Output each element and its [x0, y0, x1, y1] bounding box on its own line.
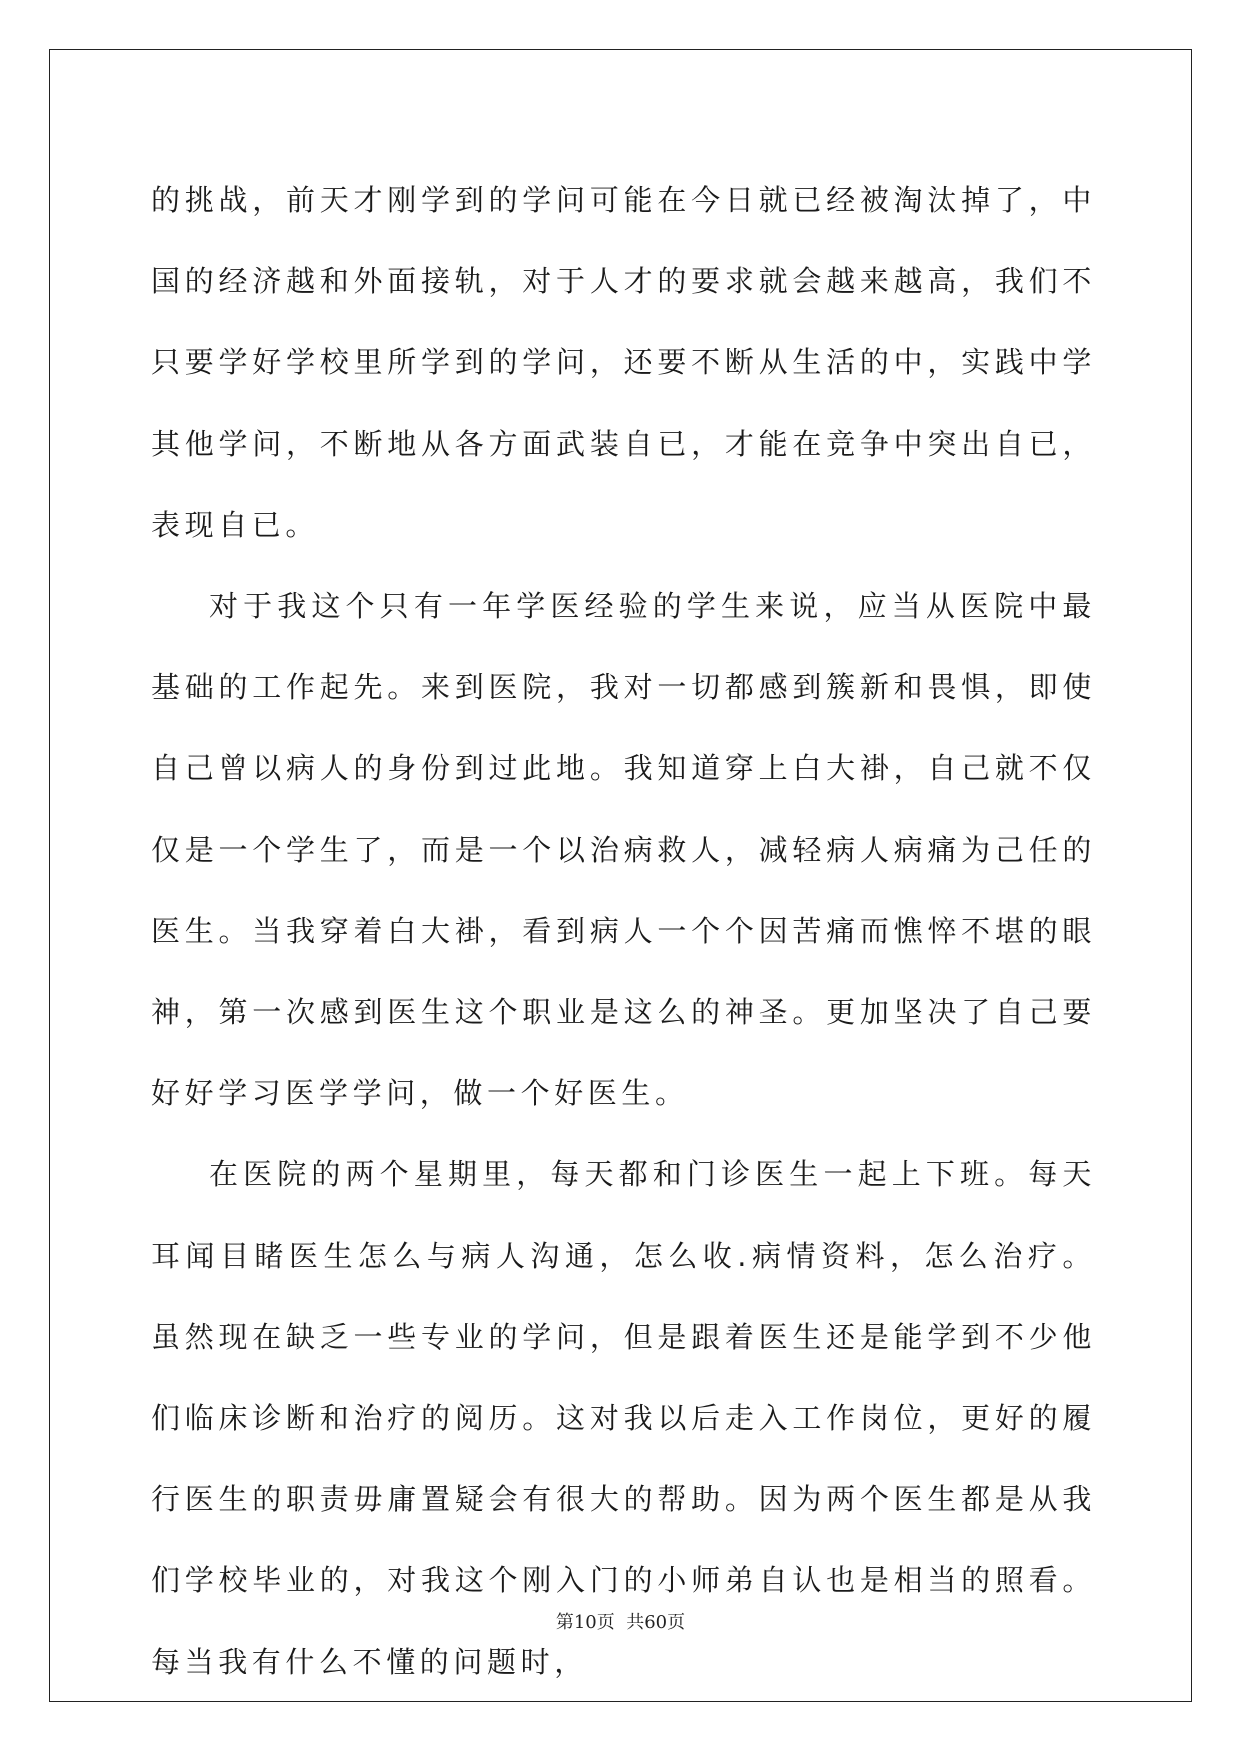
document-body	[151, 160, 1096, 1703]
page-number: 第10页 共60页	[555, 1612, 686, 1633]
paragraph-3: 在医院的两个星期里，每天都和门诊医生一起上下班。每天耳闻目睹医生怎么与病人沟通，怎么收.病情资料，怎么治疗。虽然现在缺乏一些专业的学问，但是跟着医生还是能学到不少他们临床诊断和治疗的阅历。这对我以后走入工作岗位，更好的履行医生的职责毋庸置疑会有很大的帮助。因为两个医生都是从我们学校毕业的，对我这个刚入门的小师弟自认也是相当的照看。每当我有什么不懂的问题时，	[151, 1157, 1096, 1679]
page-footer	[0, 1608, 1241, 1634]
paragraph-2: 对于我这个只有一年学医经验的学生来说，应当从医院中最基础的工作起先。来到医院，我对一切都感到簇新和畏惧，即使自己曾以病人的身份到过此地。我知道穿上白大褂，自己就不仅仅是一个学生了，而是一个以治病救人，减轻病人病痛为己任的医生。当我穿着白大褂，看到病人一个个因苦痛而憔悴不堪的眼神，第一次感到医生这个职业是这么的神圣。更加坚决了自己要好好学习医学学问，做一个好医生。	[151, 589, 1096, 1111]
paragraph-1: 的挑战，前天才刚学到的学问可能在今日就已经被淘汰掉了，中国的经济越和外面接轨，对于人才的要求就会越来越高，我们不只要学好学校里所学到的学问，还要不断从生活的中，实践中学其他学问，不断地从各方面武装自已，才能在竞争中突出自已，表现自已。	[151, 183, 1096, 542]
